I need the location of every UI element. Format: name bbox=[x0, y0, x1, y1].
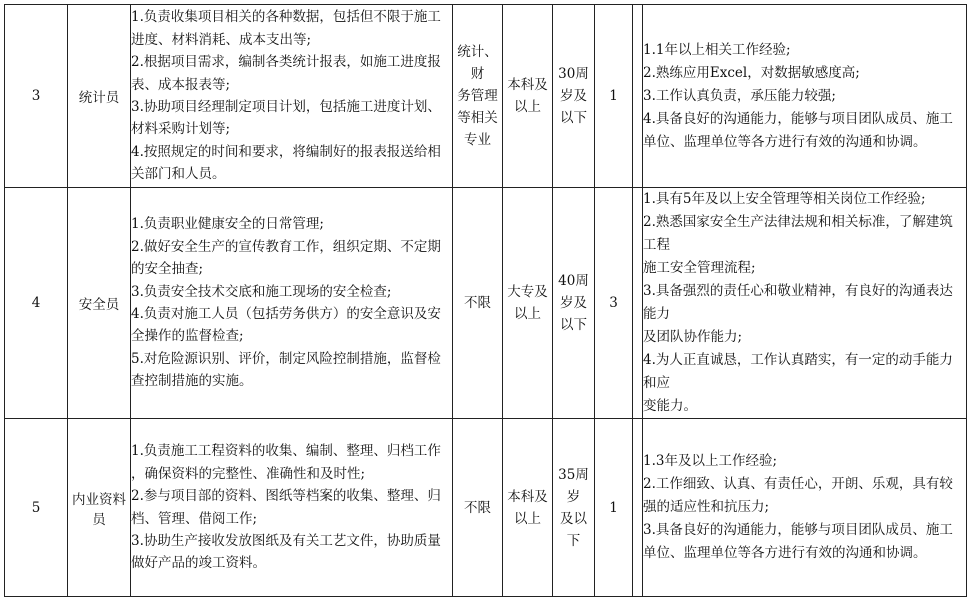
age-line: 及以 bbox=[560, 510, 587, 527]
education-line: 以上 bbox=[514, 99, 541, 115]
position-title: 内业资料员 bbox=[68, 419, 131, 597]
major-cell bbox=[453, 419, 503, 597]
requirement-line: 2.熟练应用Excel，对数据敏感度高; bbox=[643, 64, 860, 81]
major-line: 专业 bbox=[464, 132, 491, 148]
headcount-cell: 1 bbox=[595, 5, 633, 188]
duty-line: 3.负责安全技术交底和施工现场的安全检查; bbox=[131, 283, 392, 300]
row-number: 5 bbox=[5, 419, 68, 597]
major-cell bbox=[453, 5, 503, 188]
requirements-cell bbox=[643, 188, 967, 419]
duty-line: 全操作的监督检查; bbox=[131, 328, 244, 345]
major-cell bbox=[453, 188, 503, 419]
education-line: 大专及 bbox=[507, 284, 548, 300]
requirements-cell bbox=[643, 419, 967, 597]
duty-line: ，确保资料的完整性、准确性和及时性; bbox=[131, 465, 366, 482]
duties-cell bbox=[131, 419, 453, 597]
duty-line: 3.协助项目经理制定项目计划，包括施工进度计划、 bbox=[131, 99, 441, 115]
table-row bbox=[5, 5, 967, 188]
education-cell bbox=[503, 5, 553, 188]
position-title: 安全员 bbox=[68, 188, 131, 419]
spacer-cell bbox=[633, 419, 643, 597]
duty-line: 4.按照规定的时间和要求，将编制好的报表报送给相 bbox=[131, 143, 441, 160]
age-line: 40周 bbox=[558, 273, 589, 289]
age-cell bbox=[553, 5, 595, 188]
row-number: 4 bbox=[5, 188, 68, 419]
headcount-cell: 1 bbox=[595, 419, 633, 597]
requirements-cell bbox=[643, 5, 967, 188]
age-line: 以下 bbox=[560, 317, 587, 333]
requirement-line: 4.具备良好的沟通能力，能够与项目团队成员、施工 bbox=[643, 110, 953, 127]
table-row bbox=[5, 188, 967, 419]
age-line: 下 bbox=[566, 532, 581, 549]
spacer-cell bbox=[633, 5, 643, 188]
education-line: 以上 bbox=[514, 306, 541, 322]
major-line: 等相关 bbox=[457, 110, 498, 126]
education-line: 以上 bbox=[514, 510, 541, 527]
duty-line: 的安全抽查; bbox=[131, 261, 204, 278]
age-line: 岁及 bbox=[560, 295, 587, 311]
duty-line: 进度、材料消耗、成本支出等; bbox=[131, 31, 312, 48]
requirement-line: 单位、监理单位等各方进行有效的沟通和协调。 bbox=[643, 545, 927, 561]
age-line: 岁 bbox=[566, 488, 581, 505]
position-title: 统计员 bbox=[68, 5, 131, 188]
duty-line: 表、成本报表等; bbox=[131, 76, 231, 93]
requirement-line: 1.具有5年及以上安全管理等相关岗位工作经验; bbox=[643, 191, 926, 207]
duty-line: 材料采购计划等; bbox=[131, 121, 231, 138]
row-number: 3 bbox=[5, 5, 68, 188]
duty-line: 1.负责职业健康安全的日常管理; bbox=[131, 216, 324, 233]
age-line: 35周 bbox=[558, 466, 589, 483]
duty-line: 2.根据项目需求，编制各类统计报表，如施工进度报 bbox=[131, 54, 441, 71]
requirement-line: 1.3年及以上工作经验; bbox=[643, 453, 778, 469]
major-line: 务管理 bbox=[457, 88, 498, 104]
duty-line: 档、管理、借阅工作; bbox=[131, 510, 258, 527]
duty-line: 1.负责施工工程资料的收集、编制、整理、归档工作 bbox=[131, 443, 441, 460]
education-cell bbox=[503, 419, 553, 597]
duty-line: 5.对危险源识别、评价，制定风险控制措施，监督检 bbox=[131, 350, 441, 367]
requirement-line: 单位、监理单位等各方进行有效的沟通和协调。 bbox=[643, 133, 927, 150]
duty-line: 做好产品的竣工资料。 bbox=[131, 555, 266, 572]
age-line: 30周 bbox=[558, 66, 589, 82]
requirement-line: 4.为人正直诚恳，工作认真踏实，有一定的动手能力和应 bbox=[643, 352, 953, 391]
duties-cell bbox=[131, 5, 453, 188]
duty-line: 2.参与项目部的资料、图纸等档案的收集、整理、归 bbox=[131, 488, 441, 505]
major-line: 不限 bbox=[464, 499, 491, 516]
age-cell bbox=[553, 419, 595, 597]
education-line: 本科及 bbox=[507, 77, 548, 93]
duty-line: 2.做好安全生产的宣传教育工作，组织定期、不定期 bbox=[131, 238, 441, 255]
requirement-line: 及团队协作能力; bbox=[643, 329, 743, 345]
requirement-line: 2.工作细致、认真、有责任心，开朗、乐观，具有较 bbox=[643, 476, 953, 492]
duty-line: 1.负责收集项目相关的各种数据，包括但不限于施工 bbox=[131, 9, 441, 26]
requirement-line: 3.具备强烈的责任心和敬业精神，有良好的沟通表达能力 bbox=[643, 283, 953, 322]
requirement-line: 强的适应性和抗压力; bbox=[643, 499, 770, 515]
major-line: 统计、财 bbox=[457, 44, 498, 82]
education-cell bbox=[503, 188, 553, 419]
age-line: 以下 bbox=[560, 110, 587, 126]
duty-line: 关部门和人员。 bbox=[131, 166, 226, 183]
requirement-line: 3.工作认真负责，承压能力较强; bbox=[643, 87, 836, 104]
requirement-line: 3.具备良好的沟通能力，能够与项目团队成员、施工 bbox=[643, 522, 953, 538]
job-requirements-table bbox=[4, 4, 967, 597]
table-row bbox=[5, 419, 967, 597]
age-line: 岁及 bbox=[560, 88, 587, 104]
major-line: 不限 bbox=[464, 295, 491, 311]
education-line: 本科及 bbox=[507, 488, 548, 505]
requirement-line: 变能力。 bbox=[643, 398, 697, 414]
duty-line: 4.负责对施工人员（包括劳务供方）的安全意识及安 bbox=[131, 306, 441, 322]
duty-line: 3.协助生产接收发放图纸及有关工艺文件，协助质量 bbox=[131, 532, 441, 549]
requirement-line: 1.1年以上相关工作经验; bbox=[643, 41, 791, 58]
duties-cell bbox=[131, 188, 453, 419]
spacer-cell bbox=[633, 188, 643, 419]
age-cell bbox=[553, 188, 595, 419]
requirement-line: 2.熟悉国家安全生产法律法规和相关标准，了解建筑工程 bbox=[643, 214, 953, 253]
headcount-cell: 3 bbox=[595, 188, 633, 419]
requirement-line: 施工安全管理流程; bbox=[643, 260, 756, 276]
duty-line: 查控制措施的实施。 bbox=[131, 373, 253, 390]
